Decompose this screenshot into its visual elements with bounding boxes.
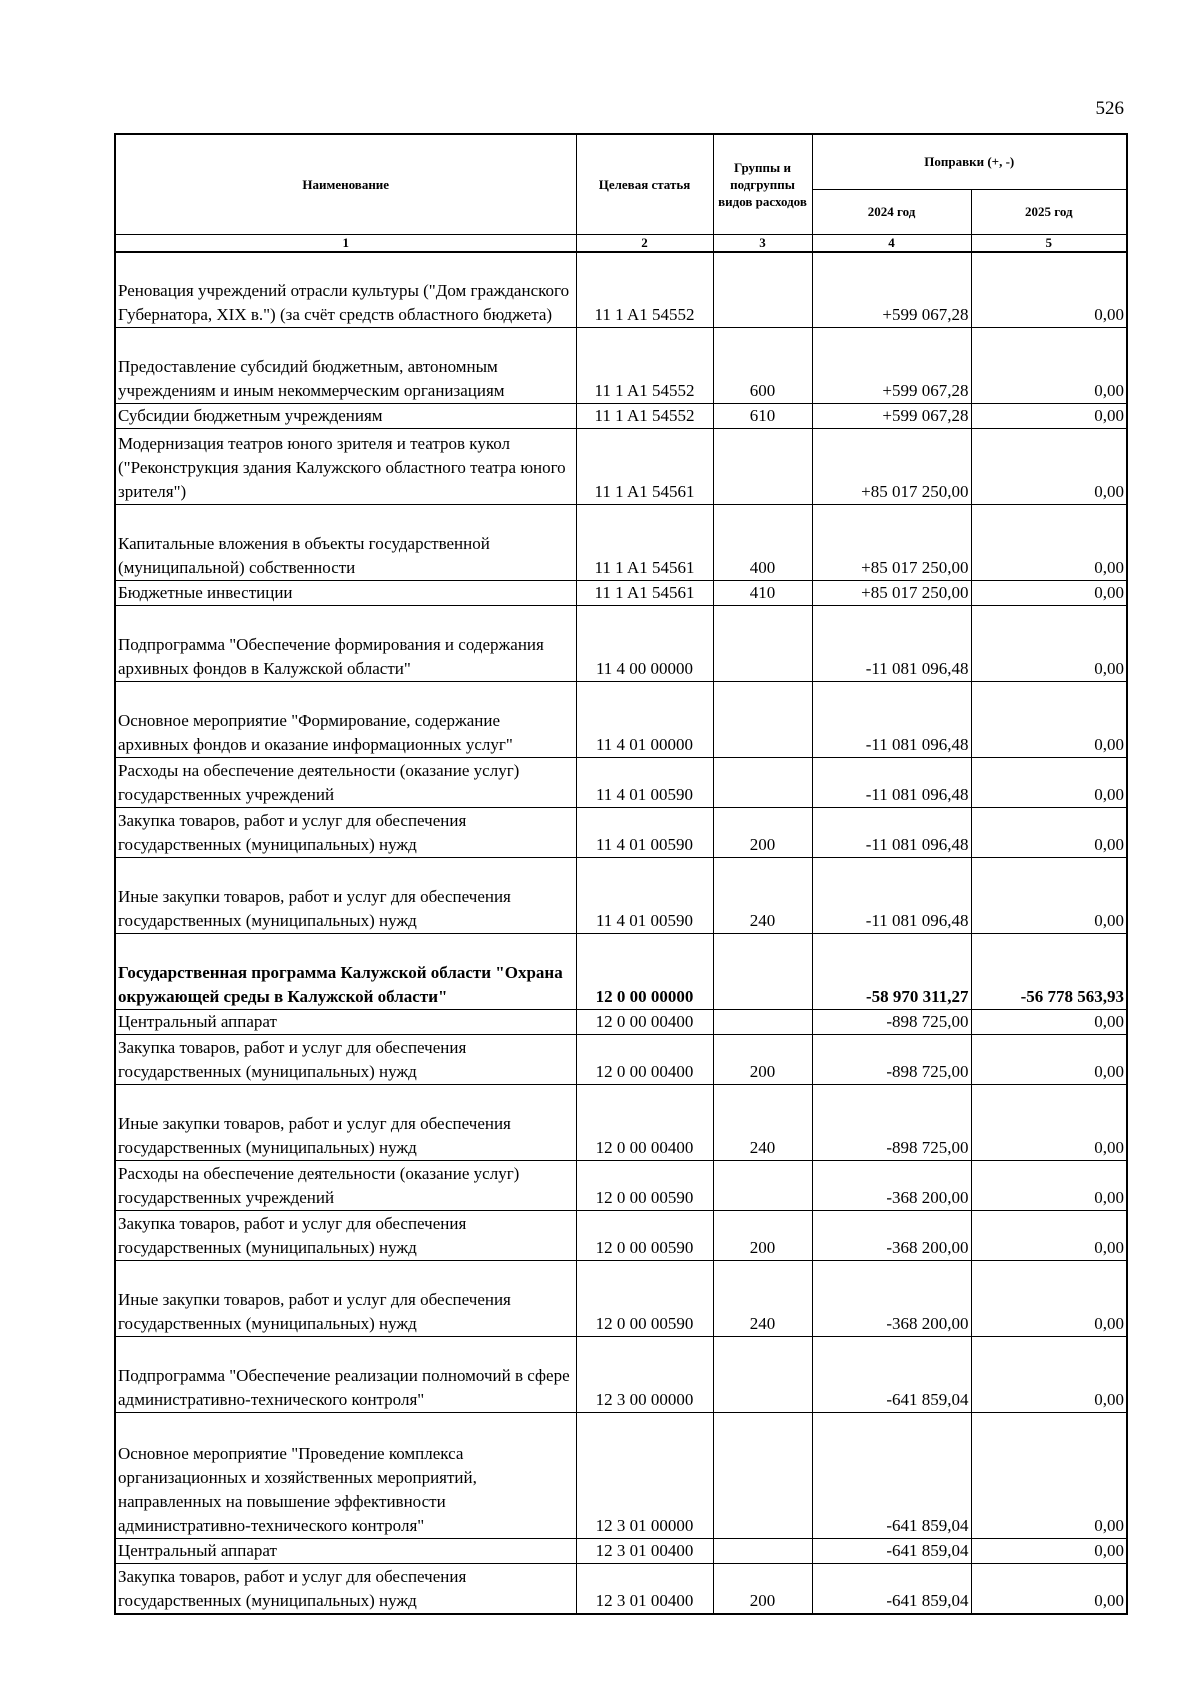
row-expense-group [713,252,812,328]
column-index: 5 [971,234,1127,252]
row-name: Закупка товаров, работ и услуг для обеспечения государственных (муниципальных) нужд [115,808,576,858]
row-target-code: 12 0 00 00400 [576,1010,713,1035]
row-target-code: 12 3 01 00400 [576,1539,713,1564]
row-expense-group: 200 [713,1035,812,1085]
table-row [115,1161,1127,1211]
row-amount-2025: 0,00 [971,606,1127,682]
table-row [115,1564,1127,1614]
row-name: Закупка товаров, работ и услуг для обеспечения государственных (муниципальных) нужд [115,1564,576,1614]
row-name: Основное мероприятие "Проведение комплекса организационных и хозяйственных мероприятий, направленных на повышение эффективности административно-технического контроля" [115,1413,576,1539]
row-expense-group: 410 [713,581,812,606]
row-expense-group [713,1337,812,1413]
row-target-code: 12 0 00 00590 [576,1161,713,1211]
row-name: Центральный аппарат [115,1539,576,1564]
column-index: 2 [576,234,713,252]
header-code: Целевая статья [576,134,713,234]
row-target-code: 12 0 00 00400 [576,1035,713,1085]
table-row [115,505,1127,581]
table-row [115,934,1127,1010]
table-row [115,1085,1127,1161]
column-index: 1 [115,234,576,252]
row-name: Иные закупки товаров, работ и услуг для обеспечения государственных (муниципальных) нужд [115,1261,576,1337]
row-expense-group [713,1413,812,1539]
row-expense-group: 610 [713,404,812,429]
table-row [115,429,1127,505]
row-amount-2025: 0,00 [971,1564,1127,1614]
row-amount-2024: -368 200,00 [812,1261,971,1337]
row-target-code: 11 1 A1 54561 [576,505,713,581]
row-name: Закупка товаров, работ и услуг для обеспечения государственных (муниципальных) нужд [115,1035,576,1085]
row-name: Основное мероприятие "Формирование, содержание архивных фондов и оказание информационных услуг" [115,682,576,758]
table-row [115,682,1127,758]
row-amount-2024: -11 081 096,48 [812,808,971,858]
table-row [115,1539,1127,1564]
row-name: Модернизация театров юного зрителя и театров кукол ("Реконструкция здания Калужского областного театра юного зрителя") [115,429,576,505]
row-expense-group: 200 [713,808,812,858]
row-amount-2025: 0,00 [971,858,1127,934]
table-row [115,1211,1127,1261]
row-name: Субсидии бюджетным учреждениям [115,404,576,429]
row-name: Капитальные вложения в объекты государственной (муниципальной) собственности [115,505,576,581]
table-row [115,858,1127,934]
table-row [115,1413,1127,1539]
row-expense-group [713,758,812,808]
row-name: Закупка товаров, работ и услуг для обеспечения государственных (муниципальных) нужд [115,1211,576,1261]
row-amount-2025: 0,00 [971,758,1127,808]
header-2024: 2024 год [812,189,971,234]
row-name: Иные закупки товаров, работ и услуг для обеспечения государственных (муниципальных) нужд [115,858,576,934]
row-amount-2024: -11 081 096,48 [812,682,971,758]
row-amount-2025: 0,00 [971,252,1127,328]
row-amount-2024: -58 970 311,27 [812,934,971,1010]
row-amount-2024: -11 081 096,48 [812,606,971,682]
row-amount-2025: 0,00 [971,1010,1127,1035]
row-target-code: 12 3 01 00400 [576,1564,713,1614]
row-amount-2025: 0,00 [971,505,1127,581]
table-row [115,1261,1127,1337]
header-name: Наименование [115,134,576,234]
table-row [115,758,1127,808]
row-target-code: 11 4 01 00000 [576,682,713,758]
row-target-code: 11 4 01 00590 [576,758,713,808]
row-amount-2024: +85 017 250,00 [812,429,971,505]
table-row [115,1010,1127,1035]
table-row [115,808,1127,858]
row-amount-2024: -898 725,00 [812,1035,971,1085]
row-amount-2025: 0,00 [971,429,1127,505]
row-amount-2025: 0,00 [971,581,1127,606]
page-number: 526 [1095,98,1124,119]
row-expense-group: 240 [713,1085,812,1161]
row-expense-group: 200 [713,1211,812,1261]
row-expense-group: 400 [713,505,812,581]
row-expense-group [713,606,812,682]
row-target-code: 11 1 A1 54561 [576,429,713,505]
row-amount-2025: 0,00 [971,1035,1127,1085]
budget-table [114,133,1128,1615]
row-expense-group: 240 [713,858,812,934]
row-expense-group [713,1539,812,1564]
row-target-code: 12 0 00 00590 [576,1261,713,1337]
row-amount-2024: -641 859,04 [812,1539,971,1564]
row-expense-group: 600 [713,328,812,404]
column-index: 3 [713,234,812,252]
row-amount-2024: -898 725,00 [812,1085,971,1161]
table-row [115,1337,1127,1413]
row-name: Государственная программа Калужской области "Охрана окружающей среды в Калужской области" [115,934,576,1010]
table-row [115,606,1127,682]
row-amount-2025: 0,00 [971,1085,1127,1161]
row-expense-group [713,934,812,1010]
row-name: Расходы на обеспечение деятельности (оказание услуг) государственных учреждений [115,758,576,808]
row-target-code: 11 1 A1 54552 [576,252,713,328]
row-target-code: 12 3 00 00000 [576,1337,713,1413]
header-amendments: Поправки (+, -) [812,134,1127,189]
row-target-code: 11 1 A1 54552 [576,328,713,404]
row-amount-2024: +599 067,28 [812,404,971,429]
header-2025: 2025 год [971,189,1127,234]
row-amount-2024: -898 725,00 [812,1010,971,1035]
row-target-code: 12 0 00 00590 [576,1211,713,1261]
row-amount-2024: -368 200,00 [812,1161,971,1211]
row-name: Подпрограмма "Обеспечение реализации полномочий в сфере административно-технического контроля" [115,1337,576,1413]
row-target-code: 11 1 A1 54561 [576,581,713,606]
row-expense-group: 200 [713,1564,812,1614]
row-target-code: 11 4 00 00000 [576,606,713,682]
row-expense-group [713,1161,812,1211]
column-index: 4 [812,234,971,252]
row-target-code: 11 4 01 00590 [576,808,713,858]
row-target-code: 11 4 01 00590 [576,858,713,934]
row-amount-2024: +599 067,28 [812,328,971,404]
row-amount-2024: +599 067,28 [812,252,971,328]
row-amount-2025: 0,00 [971,1413,1127,1539]
row-amount-2025: 0,00 [971,1261,1127,1337]
row-target-code: 12 0 00 00400 [576,1085,713,1161]
row-amount-2025: 0,00 [971,1539,1127,1564]
row-name: Расходы на обеспечение деятельности (оказание услуг) государственных учреждений [115,1161,576,1211]
row-target-code: 12 3 01 00000 [576,1413,713,1539]
row-amount-2025: 0,00 [971,328,1127,404]
table-body [115,252,1127,1614]
header-group: Группы и подгруппы видов расходов [713,134,812,234]
table-row [115,581,1127,606]
row-amount-2025: 0,00 [971,682,1127,758]
row-expense-group [713,682,812,758]
row-amount-2025: 0,00 [971,1211,1127,1261]
table-row [115,328,1127,404]
row-amount-2024: +85 017 250,00 [812,581,971,606]
table-row [115,1035,1127,1085]
row-amount-2025: 0,00 [971,1337,1127,1413]
row-amount-2024: -641 859,04 [812,1564,971,1614]
row-amount-2024: +85 017 250,00 [812,505,971,581]
row-amount-2025: 0,00 [971,1161,1127,1211]
row-name: Подпрограмма "Обеспечение формирования и содержания архивных фондов в Калужской области" [115,606,576,682]
row-amount-2024: -11 081 096,48 [812,858,971,934]
row-name: Иные закупки товаров, работ и услуг для обеспечения государственных (муниципальных) нужд [115,1085,576,1161]
row-name: Бюджетные инвестиции [115,581,576,606]
row-amount-2025: 0,00 [971,404,1127,429]
table-row [115,404,1127,429]
row-amount-2024: -368 200,00 [812,1211,971,1261]
row-name: Реновация учреждений отрасли культуры ("Дом гражданского Губернатора, XIX в.") (за счёт средств областного бюджета) [115,252,576,328]
row-name: Предоставление субсидий бюджетным, автономным учреждениям и иным некоммерческим организациям [115,328,576,404]
row-expense-group [713,1010,812,1035]
row-name: Центральный аппарат [115,1010,576,1035]
row-target-code: 11 1 A1 54552 [576,404,713,429]
row-expense-group: 240 [713,1261,812,1337]
row-amount-2024: -641 859,04 [812,1413,971,1539]
row-amount-2025: 0,00 [971,808,1127,858]
row-amount-2025: -56 778 563,93 [971,934,1127,1010]
row-expense-group [713,429,812,505]
table-row [115,252,1127,328]
row-target-code: 12 0 00 00000 [576,934,713,1010]
row-amount-2024: -11 081 096,48 [812,758,971,808]
row-amount-2024: -641 859,04 [812,1337,971,1413]
